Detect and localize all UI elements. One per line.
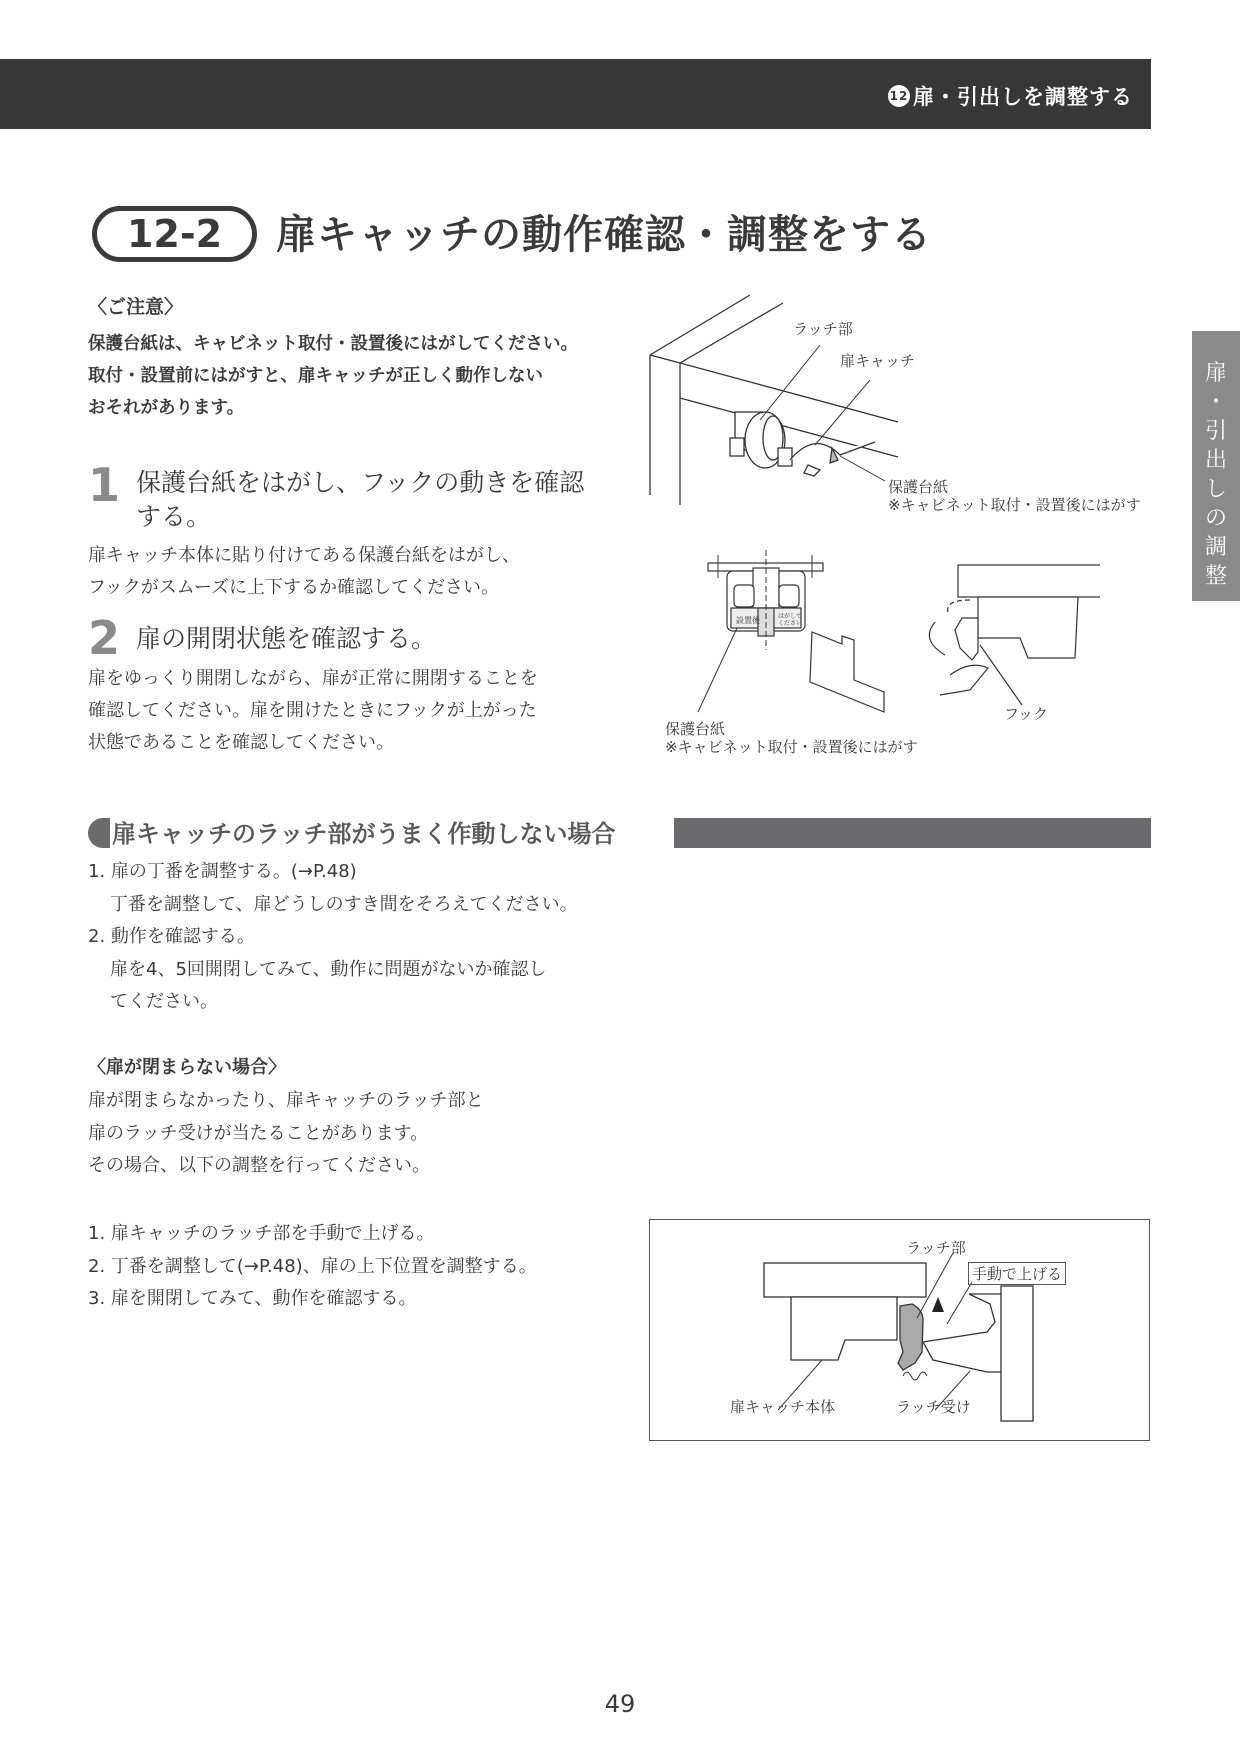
caution-line: おそれがあります。 — [88, 398, 245, 418]
step-title-line: 保護台紙をはがし、フックの動きを確認 — [136, 468, 585, 497]
svg-text:ください: ください — [778, 620, 803, 627]
label-protect-paper-2: 保護台紙 — [665, 720, 726, 738]
chapter-title-text: 扉・引出しを調整する — [913, 85, 1133, 109]
side-tab-char: 出 — [1204, 448, 1227, 473]
side-tab-char: 調 — [1204, 535, 1227, 560]
body-line: その場合、以下の調整を行ってください。 — [88, 1155, 430, 1176]
not-closing-description — [88, 1085, 484, 1183]
body-line: 扉のラッチ受けが当たることがあります。 — [88, 1122, 429, 1144]
figure-hook-operation — [900, 550, 1100, 730]
step-1-title — [136, 466, 584, 534]
latch-trouble-list — [88, 856, 648, 1019]
step-1-body — [88, 540, 520, 604]
caution-line: 取付・設置前にはがすと、扉キャッチが正しく動作しない — [88, 366, 543, 386]
label-latch-receiver: ラッチ受け — [896, 1398, 971, 1416]
label-catch-body: 扉キャッチ本体 — [730, 1398, 836, 1416]
list-item-detail: 丁番を調整して、扉どうしのすき間をそろえてください。 — [110, 893, 578, 915]
chapter-header-bar — [0, 59, 1151, 129]
caution-line: 保護台紙は、キャビネット取付・設置後にはがしてください。 — [88, 334, 578, 354]
subsection-bar-fill — [674, 818, 1151, 848]
label-door-catch: 扉キャッチ — [840, 352, 916, 370]
side-tab-char: ・ — [1204, 390, 1227, 415]
caution-body — [88, 328, 608, 424]
subsection-header-bar — [88, 818, 1151, 848]
label-protect-paper: 保護台紙 — [888, 478, 949, 496]
caution-heading: 〈ご注意〉 — [88, 296, 184, 318]
list-item: 2. 丁番を調整して(→P.48)、扉の上下位置を調整する。 — [88, 1255, 537, 1277]
figure-cabinet-perspective — [640, 290, 1160, 520]
list-item-detail: 扉を4、5回開閉してみて、動作に問題がないか確認し — [110, 958, 547, 980]
label-protect-note-2: ※キャビネット取付・設置後にはがす — [665, 738, 918, 756]
label-latch-2: ラッチ部 — [906, 1239, 966, 1257]
side-tab-char: の — [1204, 506, 1227, 531]
label-lift-manual: 手動で上げる — [968, 1262, 1066, 1285]
side-tab-char: 引 — [1204, 419, 1227, 444]
body-line: 扉が閉まらなかったり、扉キャッチのラッチ部と — [88, 1090, 484, 1111]
not-closing-heading: 〈扉が閉まらない場合〉 — [88, 1057, 286, 1078]
figure-catch-front-view — [640, 540, 940, 760]
section-number: 12-2 — [126, 212, 223, 256]
step-title-line: する。 — [136, 502, 212, 531]
chapter-header-title — [888, 81, 1133, 111]
list-item: 1. 扉の丁番を調整する。(→P.48) — [88, 861, 357, 882]
hook-illustration — [900, 550, 1100, 730]
list-item: 2. 動作を確認する。 — [88, 926, 255, 947]
label-protect-note: ※キャビネット取付・設置後にはがす — [888, 496, 1141, 514]
side-tab-char: し — [1204, 477, 1227, 502]
svg-text:はがして: はがして — [778, 613, 803, 620]
step-2-number: 2 — [88, 611, 121, 665]
label-hook: フック — [1004, 705, 1048, 723]
sticker-text-left: 設置後 — [736, 616, 760, 625]
step-2-body — [88, 663, 538, 759]
body-line: 扉キャッチ本体に貼り付けてある保護台紙をはがし、 — [88, 545, 520, 566]
step-title-line: 扉の開閉状態を確認する。 — [136, 624, 437, 653]
body-line: 扉をゆっくり開閉しながら、扉が正常に開閉することを — [88, 668, 538, 689]
page-number: 49 — [604, 1690, 636, 1718]
not-closing-steps — [88, 1218, 537, 1316]
body-line: フックがスムーズに上下するか確認してください。 — [88, 577, 499, 598]
step-2-title — [136, 622, 436, 656]
body-line: 状態であることを確認してください。 — [88, 732, 394, 753]
chapter-number-badge: 12 — [888, 85, 910, 107]
body-line: 確認してください。扉を開けたときにフックが上がった — [88, 700, 537, 721]
side-tab-char: 整 — [1204, 564, 1227, 589]
figure-latch-adjust — [649, 1219, 1150, 1441]
side-tab-char: 扉 — [1204, 361, 1227, 386]
up-arrow-icon — [932, 1297, 944, 1312]
subsection-bar-cap — [88, 818, 110, 848]
step-1-number: 1 — [88, 458, 121, 512]
side-chapter-tab — [1192, 331, 1240, 601]
list-item-detail: てください。 — [110, 991, 218, 1012]
list-item: 1. 扉キャッチのラッチ部を手動で上げる。 — [88, 1223, 435, 1244]
list-item: 3. 扉を開閉してみて、動作を確認する。 — [88, 1288, 417, 1309]
label-latch: ラッチ部 — [793, 320, 853, 338]
section-number-pill — [92, 206, 257, 262]
subsection-title: 扉キャッチのラッチ部がうまく作動しない場合 — [112, 814, 620, 849]
section-title: 扉キャッチの動作確認・調整をする — [276, 212, 932, 258]
